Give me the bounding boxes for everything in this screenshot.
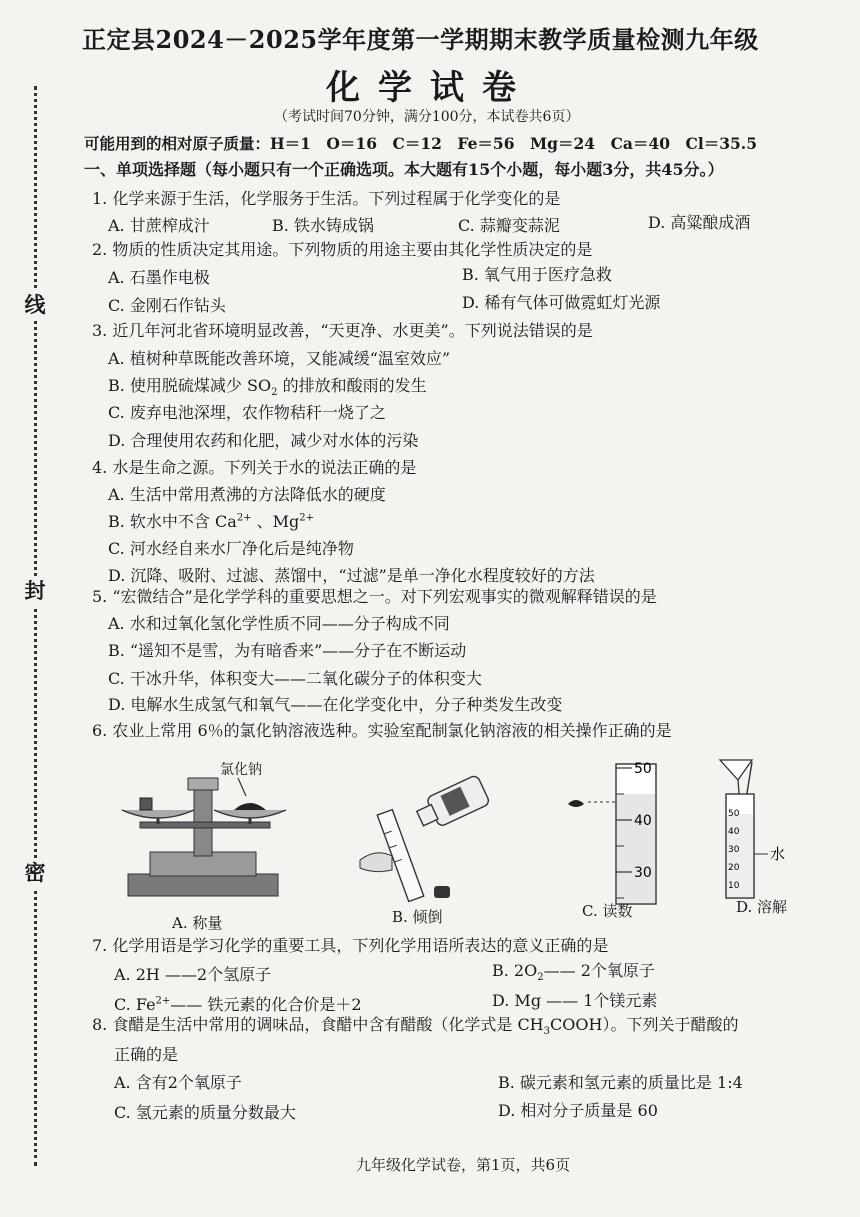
tick-50: 50 xyxy=(634,761,652,777)
cyl-mark-40: 40 xyxy=(728,827,740,837)
pouring-illustration xyxy=(340,770,500,910)
binding-char-xian: 线 xyxy=(22,290,48,320)
nacl-label: 氯化钠 xyxy=(220,762,262,778)
q2-option-a: A. 石墨作电极 xyxy=(108,268,210,287)
q3-option-c: C. 废弃电池深埋，农作物秸秆一烧了之 xyxy=(108,403,386,422)
q4-option-a: A. 生活中常用煮沸的方法降低水的硬度 xyxy=(108,485,386,504)
q8-option-c: C. 氢元素的质量分数最大 xyxy=(114,1103,296,1122)
q6-option-b: B. 倾倒 xyxy=(392,908,443,926)
page-footer: 九年级化学试卷，第1页，共6页 xyxy=(356,1156,571,1174)
reading-illustration xyxy=(560,758,670,908)
q2-stem: 2. 物质的性质决定其用途。下列物质的用途主要由其化学性质决定的是 xyxy=(92,240,593,259)
q4-option-c: C. 河水经自来水厂净化后是纯净物 xyxy=(108,539,354,558)
tick-40: 40 xyxy=(634,813,652,829)
cyl-mark-20: 20 xyxy=(728,863,740,873)
balance-illustration xyxy=(110,756,300,906)
q6-option-a: A. 称量 xyxy=(172,914,223,932)
subject-title: 化学试卷 xyxy=(326,68,534,108)
q6-option-c: C. 读数 xyxy=(582,902,633,920)
q5-stem: 5. “宏微结合”是化学学科的重要思想之一。对下列宏观事实的微观解释错误的是 xyxy=(92,587,657,606)
q7-option-b: B. $2O_2——$ 2个氧原子 xyxy=(492,961,655,984)
binding-line xyxy=(34,86,37,1166)
q1-option-c: C. 蒜瓣变蒜泥 xyxy=(458,216,560,235)
q7-option-a: A. 2H ——2个氢原子 xyxy=(114,965,272,984)
q5-option-d: D. 电解水生成氢气和氧气——在化学变化中，分子种类发生改变 xyxy=(108,695,563,714)
q1-stem: 1. 化学来源于生活，化学服务于生活。下列过程属于化学变化的是 xyxy=(92,189,561,208)
exam-note: （考试时间70分钟，满分100分，本试卷共6页） xyxy=(274,109,580,125)
q5-option-b: B. “遥知不是雪，为有暗香来”——分子在不断运动 xyxy=(108,641,467,660)
q7-stem: 7. 化学用语是学习化学的重要工具，下列化学用语所表达的意义正确的是 xyxy=(92,936,609,955)
exam-title: 正定县2024－2025学年度第一学期期末教学质量检测九年级 xyxy=(82,25,759,54)
cyl-mark-30: 30 xyxy=(728,845,740,855)
cyl-mark-50: 50 xyxy=(728,809,740,819)
q7-option-d: D. Mg —— 1个镁元素 xyxy=(492,991,658,1010)
atomic-masses: 可能用到的相对原子质量：H＝1 O＝16 C＝12 Fe＝56 Mg＝24 Ca＝40 Cl＝35.5 xyxy=(84,134,757,153)
q1-option-a: A. 甘蔗榨成汁 xyxy=(108,216,210,235)
q5-option-a: A. 水和过氧化氢化学性质不同——分子构成不同 xyxy=(108,614,450,633)
section-title: 一、单项选择题（每小题只有一个正确选项。本大题有15个小题，每小题3分，共45分。） xyxy=(84,160,724,179)
q8-option-d: D. 相对分子质量是 60 xyxy=(498,1101,658,1120)
q3-option-b: B. 使用脱硫煤减少 $SO_2$ 的排放和酸雨的发生 xyxy=(108,376,427,399)
q8-stem-line2: 正确的是 xyxy=(114,1045,179,1064)
q6-option-d: D. 溶解 xyxy=(736,898,788,916)
q8-stem: 8. 食醋是生活中常用的调味品，食醋中含有醋酸（化学式是 $CH_3COOH$）。下列关于醋酸的 xyxy=(92,1015,739,1038)
binding-char-feng: 封 xyxy=(22,576,48,606)
binding-char-mi: 密 xyxy=(22,858,48,888)
q4-option-b: B. 软水中不含 $Ca^{2+}$ 、$Mg^{2+}$ xyxy=(108,512,315,531)
q6-stem: 6. 农业上常用 6％的氯化钠溶液选种。实验室配制氯化钠溶液的相关操作正确的是 xyxy=(92,721,672,740)
q1-option-d: D. 高粱酿成酒 xyxy=(648,213,751,232)
q3-option-a: A. 植树种草既能改善环境，又能减缓“温室效应” xyxy=(108,349,451,368)
q2-option-c: C. 金刚石作钻头 xyxy=(108,296,226,315)
water-label: 水 xyxy=(770,845,786,863)
cyl-mark-10: 10 xyxy=(728,881,740,891)
q7-option-c: C. $Fe^{2+}——$ 铁元素的化合价是＋2 xyxy=(114,995,362,1014)
dissolving-illustration xyxy=(708,754,818,904)
q8-option-b: B. 碳元素和氢元素的质量比是 1:4 xyxy=(498,1073,743,1092)
q4-option-d: D. 沉降、吸附、过滤、蒸馏中，“过滤”是单一净化水程度较好的方法 xyxy=(108,566,595,585)
q2-option-b: B. 氧气用于医疗急救 xyxy=(462,265,612,284)
q3-stem: 3. 近几年河北省环境明显改善，“天更净、水更美”。下列说法错误的是 xyxy=(92,321,593,340)
q2-option-d: D. 稀有气体可做霓虹灯光源 xyxy=(462,293,661,312)
q5-option-c: C. 干冰升华，体积变大——二氧化碳分子的体积变大 xyxy=(108,669,482,688)
q8-option-a: A. 含有2个氧原子 xyxy=(114,1073,242,1092)
q4-stem: 4. 水是生命之源。下列关于水的说法正确的是 xyxy=(92,458,417,477)
tick-30: 30 xyxy=(634,865,652,881)
q1-option-b: B. 铁水铸成锅 xyxy=(272,216,374,235)
q3-option-d: D. 合理使用农药和化肥，减少对水体的污染 xyxy=(108,431,419,450)
